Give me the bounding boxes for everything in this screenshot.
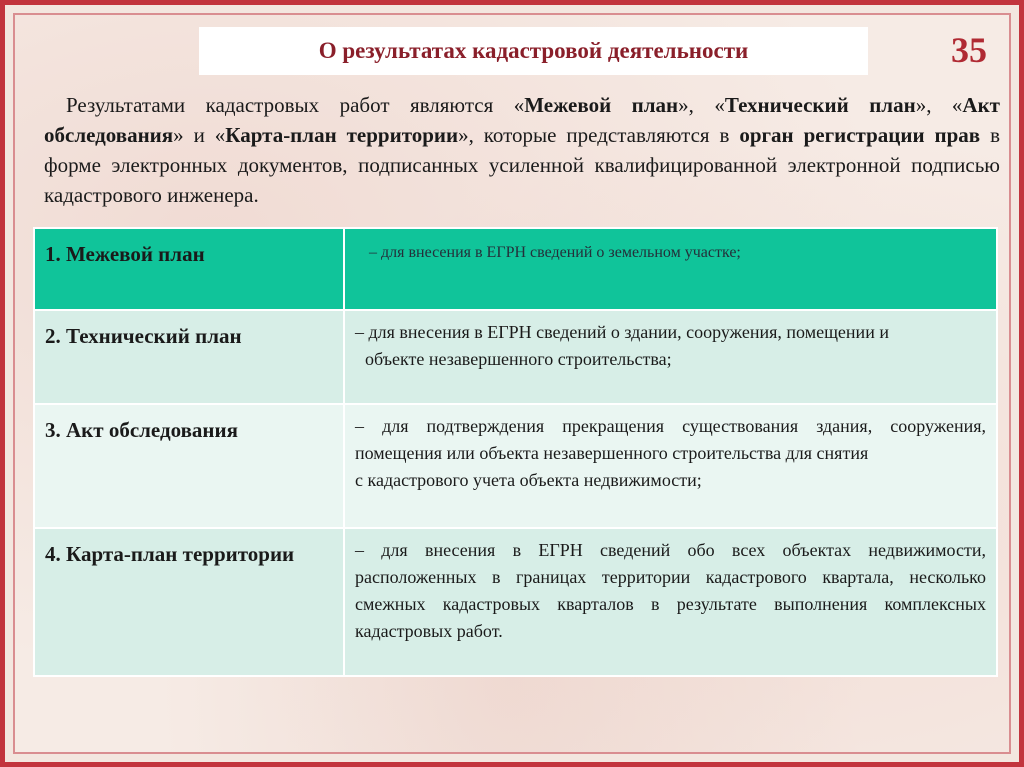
table-row xyxy=(34,528,997,676)
desc-text: – для внесения в ЕГРН сведений о здании, сооружения, помещении и xyxy=(355,322,889,342)
desc-text: – для внесения в ЕГРН сведений обо всех объектах недвижимости, расположенных в границах территории кадастрового квартала, несколько смежных кадастровых кварталов в результате выполнения комплексных кадастровых работ. xyxy=(355,540,986,641)
doc-name-cell: 1. Межевой план xyxy=(34,228,344,310)
title-bar xyxy=(199,27,868,75)
doc-name-cell: 2. Технический план xyxy=(34,310,344,404)
page-title: О результатах кадастровой деятельности xyxy=(318,38,749,63)
desc-text: с кадастрового учета объекта недвижимости; xyxy=(355,470,702,490)
doc-desc-cell xyxy=(344,310,997,404)
desc-text: объекте незавершенного строительства; xyxy=(365,349,672,369)
doc-desc-cell xyxy=(344,228,997,310)
slide-number: 35 xyxy=(951,30,987,70)
desc-text: – для подтверждения прекращения существования здания, сооружения, помещения или объекта незавершенного строительства для снятия xyxy=(355,416,986,463)
desc-text: – для внесения в ЕГРН сведений о земельном участке; xyxy=(369,244,741,261)
doc-desc-cell xyxy=(344,528,997,676)
doc-desc-cell xyxy=(344,404,997,528)
results-table xyxy=(33,227,998,677)
intro-paragraph: Результатами кадастровых работ являются «Межевой план», «Технический план», «Акт обследования» и «Карта-план территории», которые представляются в орган регистрации прав в форме электронных документов, подписанных усиленной квалифицированной электронной подписью кадастрового инженера. xyxy=(44,93,1001,207)
table-row xyxy=(34,310,997,404)
doc-name-cell: 3. Акт обследования xyxy=(34,404,344,528)
table-row xyxy=(34,404,997,528)
table-row xyxy=(34,228,997,310)
doc-name-cell: 4. Карта-план территории xyxy=(34,528,344,676)
